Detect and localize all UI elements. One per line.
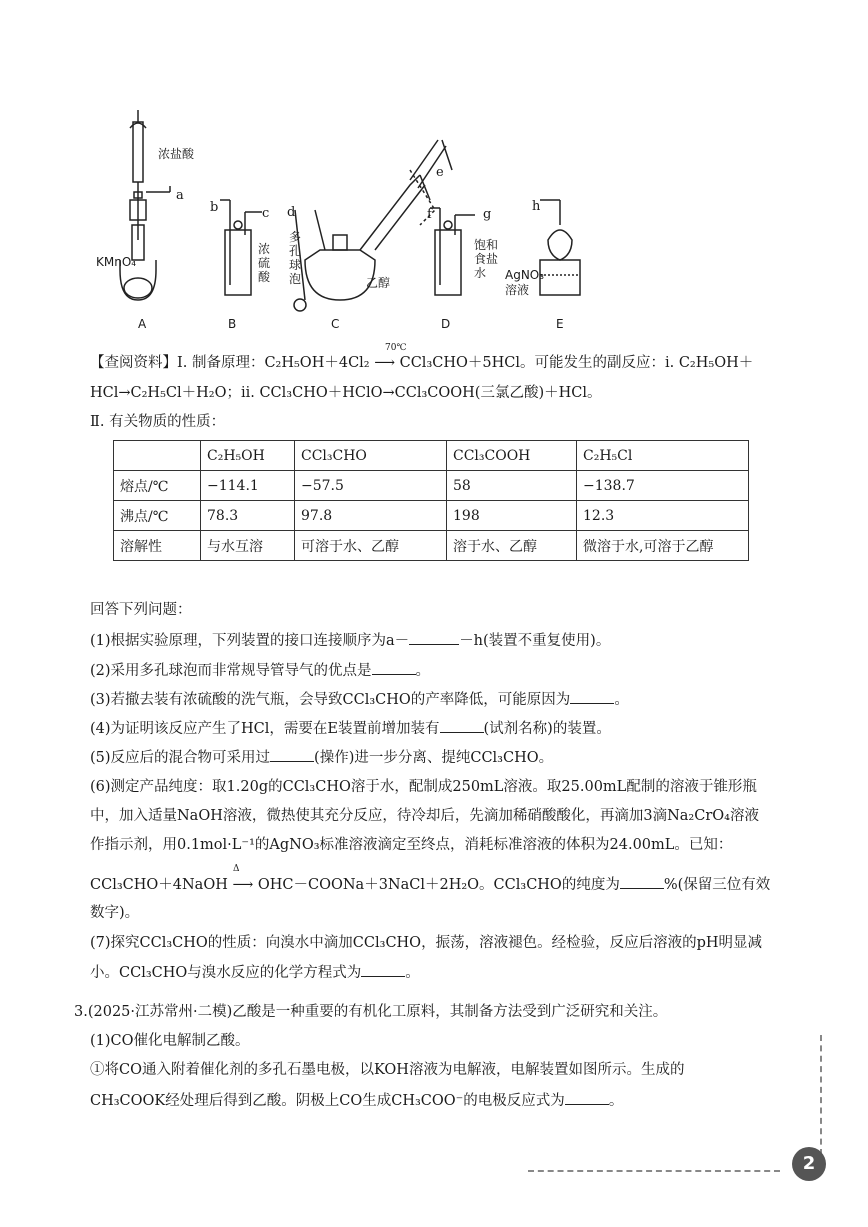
answer-blank[interactable]: [570, 689, 614, 704]
questions-intro: 回答下列问题：: [90, 602, 192, 618]
table-row: [114, 531, 749, 561]
label-kmno4: KMnO₄: [96, 255, 137, 269]
caption-e: E: [556, 317, 564, 331]
port-label-h: h: [532, 199, 541, 214]
table-cell: −57.5: [295, 471, 447, 501]
label-porous-bubbler: 多孔球泡: [289, 230, 302, 286]
question-6-line-4: CCl₃CHO＋4NaOH ⟶ OHC－COONa＋3NaCl＋2H₂O。CCl₃CHO的纯度为 %(保留三位有效: [90, 874, 770, 895]
dashed-border-vertical: [820, 1035, 822, 1155]
port-label-d: d: [287, 205, 296, 220]
table-cell: 58: [447, 471, 577, 501]
table-cell: −138.7: [577, 471, 749, 501]
answer-blank[interactable]: [270, 747, 314, 762]
table-row: [114, 471, 749, 501]
table-cell: 沸点/℃: [114, 501, 201, 531]
table-cell: 溶解性: [114, 531, 201, 561]
port-label-e: e: [436, 165, 444, 180]
port-label-b: b: [210, 200, 219, 215]
caption-b: B: [228, 317, 237, 331]
table-header-cell: [114, 441, 201, 471]
label-ethanol: 乙醇: [366, 276, 391, 290]
caption-d: D: [441, 317, 451, 331]
properties-table: [113, 440, 749, 561]
table-cell: 78.3: [201, 501, 295, 531]
question-7-line-2: 小。CCl₃CHO与溴水反应的化学方程式为 。: [90, 962, 420, 983]
answer-blank[interactable]: [565, 1090, 609, 1105]
reference-line-2: HCl→C₂H₅Cl＋H₂O；ii. CCl₃CHO＋HClO→CCl₃COOH(三氯乙酸)＋HCl。: [90, 385, 602, 401]
dashed-border-horizontal: [528, 1170, 780, 1172]
label-conc-hcl: 浓盐酸: [158, 147, 195, 161]
problem-3-subquestion-1-line-2: CH₃COOK经处理后得到乙酸。阴极上CO生成CH₃COO⁻的电极反应式为 。: [90, 1090, 623, 1111]
caption-a: A: [138, 317, 147, 331]
table-cell: 与水互溶: [201, 531, 295, 561]
question-6-line-5: 数字)。: [90, 905, 140, 921]
table-cell: 溶于水、乙醇: [447, 531, 577, 561]
table-cell: 熔点/℃: [114, 471, 201, 501]
problem-3-part-1: (1)CO催化电解制乙酸。: [90, 1033, 250, 1049]
question-4: (4)为证明该反应产生了HCl，需要在E装置前增加装有 (试剂名称)的装置。: [90, 718, 611, 739]
reference-line-1: 【查阅资料】Ⅰ. 制备原理：C₂H₅OH＋4Cl₂ ⟶ CCl₃CHO＋5HCl。可能发生的副反应：i. C₂H₅OH＋: [90, 355, 754, 371]
answer-blank[interactable]: [372, 660, 416, 675]
problem-3-subquestion-1: ①将CO通入附着催化剂的多孔石墨电极，以KOH溶液为电解液，电解装置如图所示。生成的: [90, 1062, 685, 1078]
label-conc-h2so4: 浓硫酸: [258, 242, 271, 284]
question-1: (1)根据实验原理，下列装置的接口连接顺序为a－ －h(装置不重复使用)。: [90, 630, 610, 651]
question-5: (5)反应后的混合物可采用过 (操作)进一步分离、提纯CCl₃CHO。: [90, 747, 553, 768]
table-cell: 198: [447, 501, 577, 531]
table-cell: 97.8: [295, 501, 447, 531]
table-cell: 可溶于水、乙醇: [295, 531, 447, 561]
question-6-line-1: (6)测定产品纯度：取1.20g的CCl₃CHO溶于水，配制成250mL溶液。取25.00mL配制的溶液于锥形瓶: [90, 779, 757, 795]
table-header-cell: C₂H₅Cl: [577, 441, 749, 471]
table-header-row: [114, 441, 749, 471]
table-cell: 12.3: [577, 501, 749, 531]
answer-blank[interactable]: [440, 718, 484, 733]
label-agno3: AgNO₃溶液: [505, 268, 545, 297]
question-7-line-1: (7)探究CCl₃CHO的性质：向溴水中滴加CCl₃CHO，振荡，溶液褪色。经检验，反应后溶液的pH明显减: [90, 935, 762, 951]
table-header-cell: CCl₃CHO: [295, 441, 447, 471]
answer-blank[interactable]: [620, 874, 664, 889]
problem-3-title: 3.(2025·江苏常州·二模)乙酸是一种重要的有机化工原料，其制备方法受到广泛研究和关注。: [74, 1004, 668, 1020]
question-6-line-2: 中，加入适量NaOH溶液，微热使其充分反应，待冷却后，先滴加稀硝酸酸化，再滴加3滴Na₂CrO₄溶液: [90, 808, 759, 824]
port-label-c: c: [262, 206, 270, 221]
port-label-a: a: [176, 188, 184, 203]
table-row: [114, 501, 749, 531]
answer-blank[interactable]: [361, 962, 405, 977]
apparatus-drawing: [90, 100, 650, 340]
port-label-g: g: [483, 207, 492, 222]
port-label-f: f: [427, 207, 432, 222]
table-cell: 微溶于水,可溶于乙醇: [577, 531, 749, 561]
reference-line-3: Ⅱ. 有关物质的性质：: [90, 414, 226, 430]
table-header-cell: CCl₃COOH: [447, 441, 577, 471]
reaction-condition-70c: 70℃: [385, 343, 407, 353]
question-6-line-3: 作指示剂，用0.1mol·L⁻¹的AgNO₃标准溶液滴定至终点，消耗标准溶液的体积为24.00mL。已知：: [90, 837, 733, 853]
label-brine: 饱和食盐水: [474, 238, 499, 280]
caption-c: C: [331, 317, 340, 331]
question-3: (3)若撤去装有浓硫酸的洗气瓶，会导致CCl₃CHO的产率降低，可能原因为 。: [90, 689, 629, 710]
table-cell: −114.1: [201, 471, 295, 501]
answer-blank[interactable]: [409, 630, 459, 645]
page-number: 2: [792, 1147, 826, 1181]
table-header-cell: C₂H₅OH: [201, 441, 295, 471]
reaction-condition-heat: Δ: [233, 864, 240, 874]
question-2: (2)采用多孔球泡而非常规导管导气的优点是 。: [90, 660, 430, 681]
